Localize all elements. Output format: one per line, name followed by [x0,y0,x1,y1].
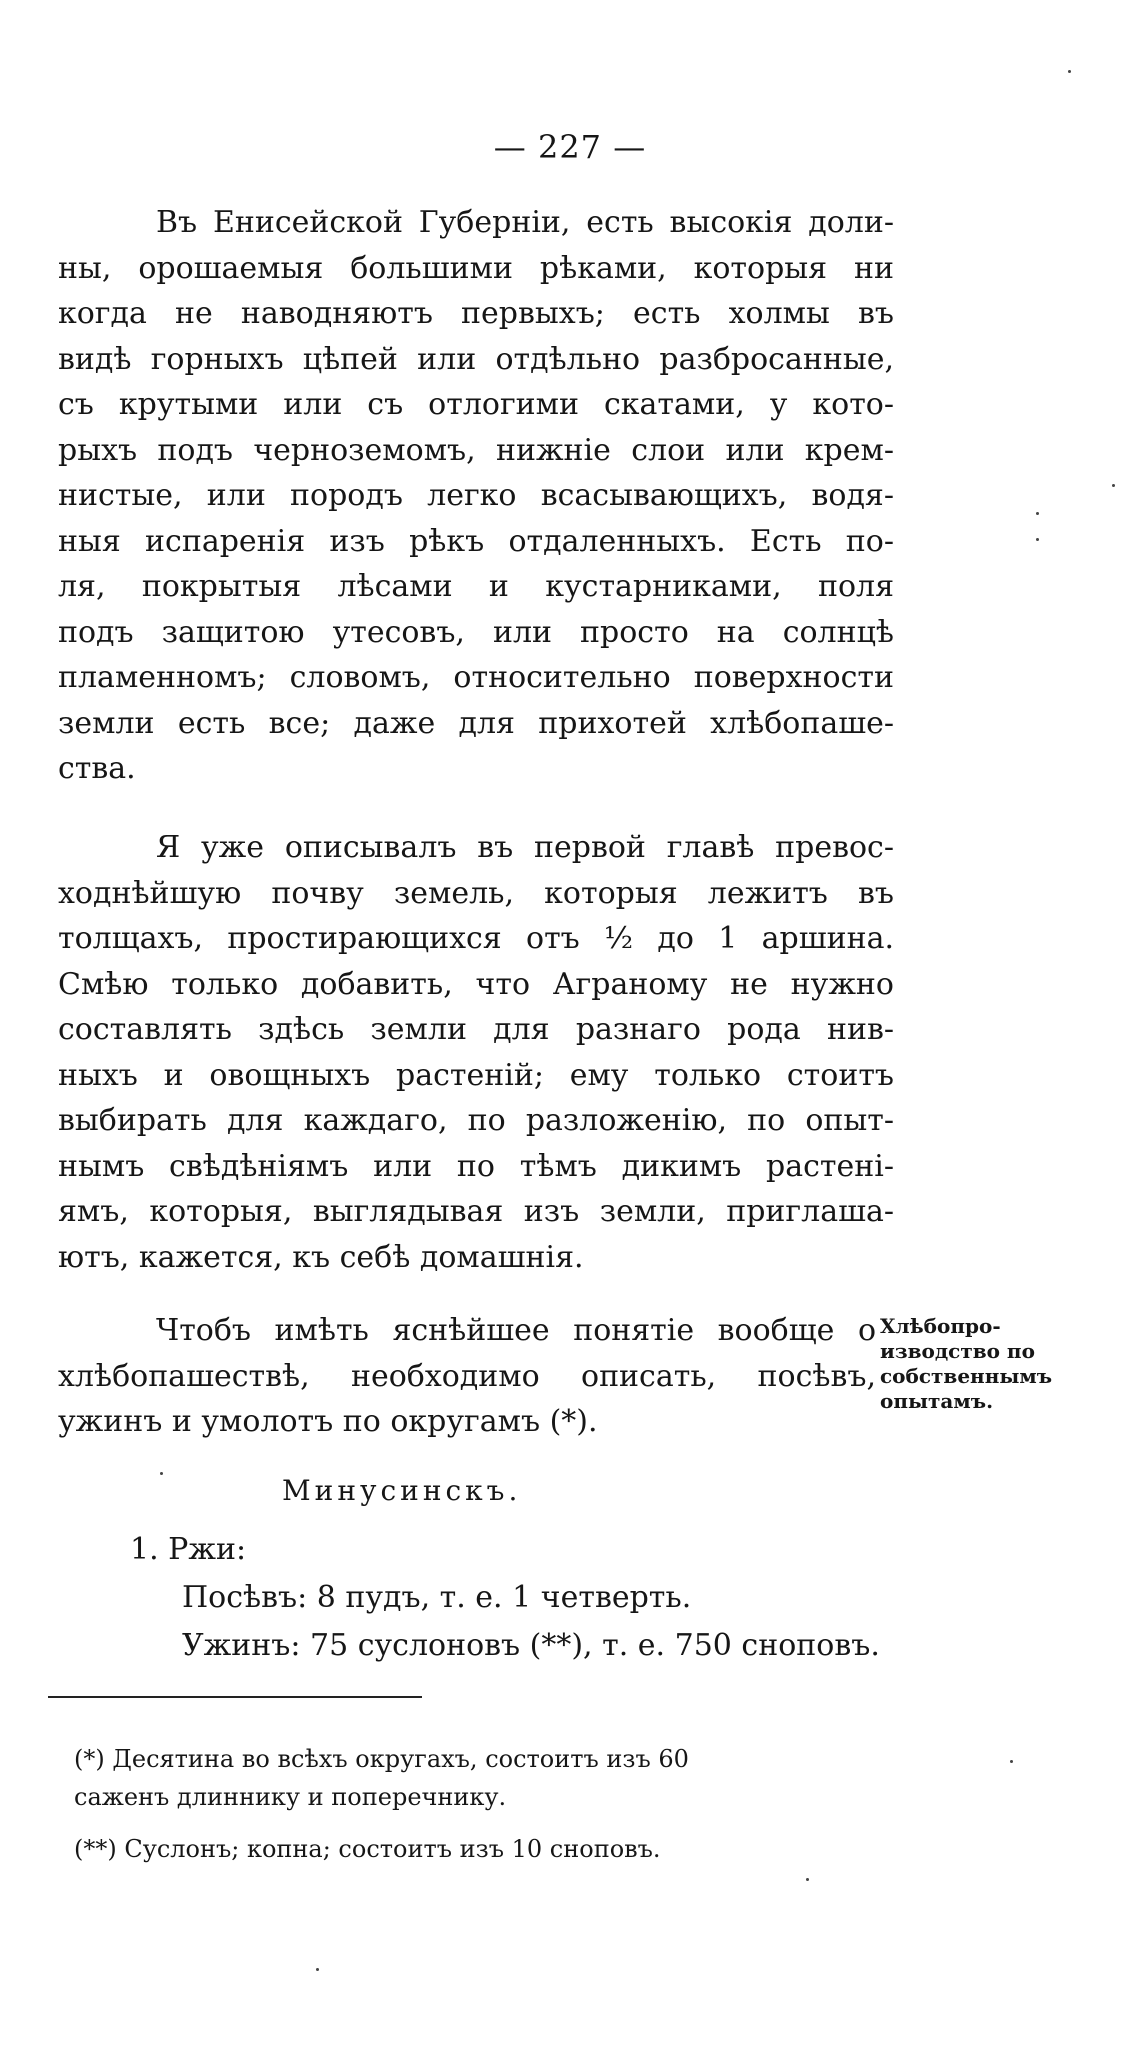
paragraph-soil [58,825,894,1280]
scan-speck [1036,538,1039,541]
text-line: видѣ горныхъ цѣпей или отдѣльно разбросанные, [58,341,894,377]
scan-speck [316,1968,319,1971]
footnote-divider [48,1696,422,1698]
margin-note-line: Хлѣбопро- [880,1314,1001,1338]
scan-speck [1068,70,1071,73]
footnote-1 [74,1740,874,1816]
text-line: рыхъ подъ черноземомъ, нижніе слои или крем- [58,432,894,468]
footnote-line: (**) Суслонъ; копна; состоитъ изъ 10 сноповъ. [74,1835,661,1863]
footnote-line: саженъ длиннику и поперечнику. [74,1783,507,1811]
text-line: ны, орошаемыя большими рѣками, которыя ни [58,250,894,286]
page-number: — 227 — [493,128,647,166]
text-line: съ крутыми или съ отлогими скатами, у кото- [58,387,894,422]
text-line: ютъ, кажется, къ себѣ домашнія. [58,1239,584,1275]
text-line: земли есть все; даже для прихотей хлѣбопаше- [58,705,894,741]
text-line: когда не наводняютъ первыхъ; есть холмы въ [58,296,894,331]
margin-note-line: опытамъ. [880,1389,994,1413]
text-line: толщахъ, простирающихся отъ ½ до 1 аршина. [58,921,894,956]
scan-speck [1010,1760,1013,1763]
text-line: нымъ свѣдѣніямъ или по тѣмъ дикимъ растені- [58,1148,894,1184]
footnote-line: (*) Десятина во всѣхъ округахъ, состоитъ изъ 60 [74,1745,689,1773]
margin-note [880,1314,1085,1414]
text-line: хлѣбопашествѣ, необходимо описать, посѣвъ, [58,1358,876,1394]
scan-speck [1036,512,1039,515]
text-line: Въ Енисейской Губерніи, есть высокія доли- [156,205,894,240]
paragraph-climate [58,200,894,792]
text-line: подъ защитою утесовъ, или просто на солнцѣ [58,614,894,650]
text-line: ля, покрытыя лѣсами и кустарниками, поля [58,569,894,604]
scan-speck [160,1472,163,1475]
margin-note-line: собственнымъ [880,1364,1053,1388]
text-line: нистые, или породъ легко всасывающихъ, водя- [58,478,894,513]
text-line: составлять здѣсь земли для разнаго рода нив- [58,1012,894,1047]
text-line: Смѣю только добавить, что Аграному не нужно [58,966,894,1002]
text-line: Чтобъ имѣть яснѣйшее понятіе вообще о [156,1313,876,1348]
scan-speck [806,1878,809,1881]
item-line-reaping: Ужинъ: 75 суслоновъ (**), т. е. 750 сноповъ. [182,1628,880,1663]
text-line: Я уже описывалъ въ первой главѣ превос- [156,830,894,865]
text-line: ямъ, которыя, выглядывая изъ земли, приглаша- [58,1194,894,1229]
section-heading: Минусинскъ. [282,1474,522,1507]
item-title: 1. Ржи: [130,1532,247,1567]
text-line: ства. [58,751,136,786]
item-line-sowing: Посѣвъ: 8 пудъ, т. е. 1 четверть. [182,1580,692,1615]
scan-speck [1112,484,1115,487]
text-line: ныхъ и овощныхъ растеній; ему только стоитъ [58,1057,894,1093]
margin-note-line: изводство по [880,1339,1035,1363]
text-line: пламенномъ; словомъ, относительно поверхности [58,660,894,695]
text-line: ныя испаренія изъ рѣкъ отдаленныхъ. Есть по- [58,523,894,559]
footnote-2 [74,1830,874,1868]
text-line: ходнѣйшую почву земель, которыя лежитъ въ [58,875,894,911]
text-line: выбирать для каждаго, по разложенію, по опыт- [58,1103,894,1138]
text-line: ужинъ и умолотъ по округамъ (*). [58,1404,598,1439]
paragraph-harvest-intro [58,1308,876,1445]
